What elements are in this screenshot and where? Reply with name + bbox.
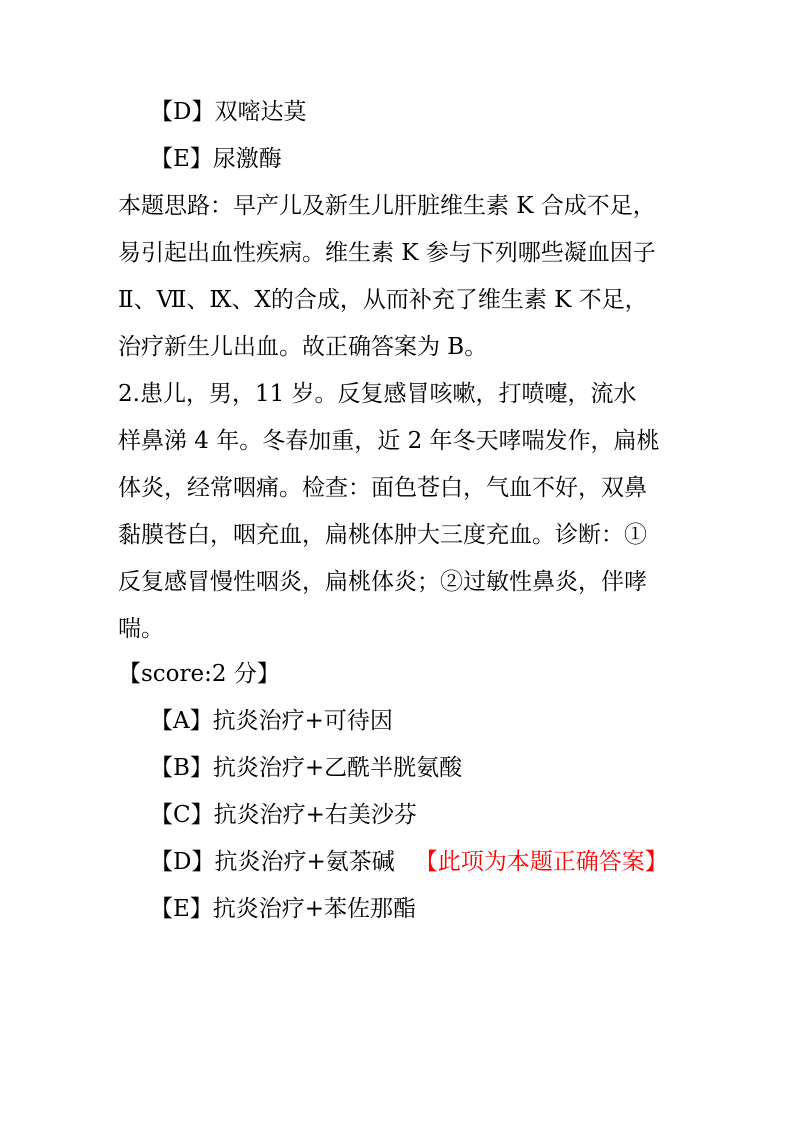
question-stem-line-4: 黏膜苍白，咽充血，扁桃体肿大三度充血。诊断：① bbox=[118, 522, 647, 548]
option-c: 【C】抗炎治疗+右美沙芬 bbox=[150, 802, 417, 828]
question-stem-line-6: 喘。 bbox=[118, 616, 164, 642]
explanation-line-1: 本题思路：早产儿及新生儿肝脏维生素 K 合成不足， bbox=[118, 193, 656, 219]
correct-answer-marker: 【此项为本题正确答案】 bbox=[414, 849, 668, 875]
question-stem-line-1: 2.患儿，男，11 岁。反复感冒咳嗽，打喷嚏，流水 bbox=[118, 381, 637, 407]
option-d: 【D】抗炎治疗+氨茶碱 bbox=[150, 849, 395, 875]
option-a: 【A】抗炎治疗+可待因 bbox=[150, 708, 393, 734]
option-d-row bbox=[150, 848, 668, 876]
option-e-prev: 【E】尿激酶 bbox=[150, 146, 282, 172]
option-d-prev: 【D】双嘧达莫 bbox=[150, 99, 307, 125]
question-stem-line-3: 体炎，经常咽痛。检查：面色苍白，气血不好，双鼻 bbox=[118, 475, 647, 501]
explanation-line-4: 治疗新生儿出血。故正确答案为 B。 bbox=[118, 334, 488, 360]
option-b: 【B】抗炎治疗+乙酰半胱氨酸 bbox=[150, 755, 463, 781]
question-stem-line-5: 反复感冒慢性咽炎，扁桃体炎；②过敏性鼻炎，伴哮 bbox=[118, 569, 647, 595]
explanation-line-3: Ⅱ、Ⅶ、Ⅸ、Ⅹ的合成，从而补充了维生素 K 不足， bbox=[118, 287, 648, 313]
explanation-line-2: 易引起出血性疾病。维生素 K 参与下列哪些凝血因子 bbox=[118, 240, 656, 266]
score-label: 【score:2 分】 bbox=[118, 661, 280, 687]
option-e: 【E】抗炎治疗+苯佐那酯 bbox=[150, 896, 417, 922]
question-stem-line-2: 样鼻涕 4 年。冬春加重，近 2 年冬天哮喘发作，扁桃 bbox=[118, 428, 660, 454]
